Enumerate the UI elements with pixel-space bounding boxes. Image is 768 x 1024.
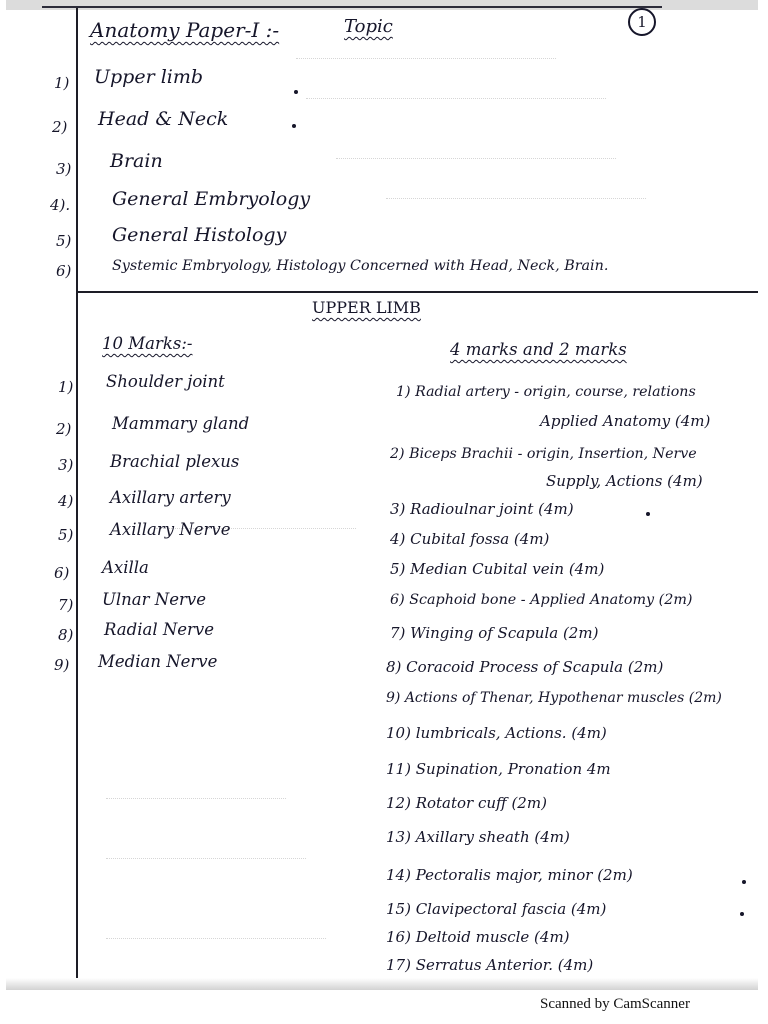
bleed-through xyxy=(306,90,606,99)
page-number: 1 xyxy=(628,8,656,36)
short-answer-item: 12) Rotator cuff (2m) xyxy=(386,794,547,812)
page-bottom-edge xyxy=(6,978,758,990)
four-two-marks-heading: 4 marks and 2 marks xyxy=(450,340,627,359)
ten-marks-item: Axillary Nerve xyxy=(110,520,231,539)
topic-number: 3) xyxy=(56,160,72,178)
short-answer-item: Applied Anatomy (4m) xyxy=(540,412,711,430)
ten-marks-item: Axillary artery xyxy=(110,488,231,507)
topic-item: General Embryology xyxy=(112,188,311,210)
topic-item: Systemic Embryology, Histology Concerned with Head, Neck, Brain. xyxy=(112,258,609,274)
topic-number: 2) xyxy=(52,118,68,136)
bleed-through xyxy=(296,50,556,59)
short-answer-item: 8) Coracoid Process of Scapula (2m) xyxy=(386,658,664,676)
ten-marks-number: 1) xyxy=(58,378,74,396)
section-divider xyxy=(76,291,758,293)
ink-dot xyxy=(742,880,746,884)
section-title: UPPER LIMB xyxy=(312,298,421,317)
ten-marks-item: Axilla xyxy=(102,558,149,577)
topic-item: Head & Neck xyxy=(98,108,229,130)
topic-number: 6) xyxy=(56,262,72,280)
short-answer-item: 10) lumbricals, Actions. (4m) xyxy=(386,724,607,742)
bleed-through xyxy=(386,190,646,199)
ink-dot xyxy=(740,912,744,916)
margin-line xyxy=(76,8,78,988)
short-answer-item: 5) Median Cubital vein (4m) xyxy=(390,560,605,578)
ten-marks-number: 5) xyxy=(58,526,74,544)
short-answer-item: 3) Radioulnar joint (4m) xyxy=(390,500,574,518)
short-answer-item: 17) Serratus Anterior. (4m) xyxy=(386,956,594,974)
topic-item: Brain xyxy=(110,150,163,172)
ten-marks-number: 9) xyxy=(54,656,70,674)
ten-marks-number: 3) xyxy=(58,456,74,474)
bleed-through xyxy=(336,150,616,159)
topic-item: Upper limb xyxy=(94,66,204,88)
topic-label: Topic xyxy=(344,16,393,37)
ink-dot xyxy=(646,512,650,516)
short-answer-item: 6) Scaphoid bone - Applied Anatomy (2m) xyxy=(390,592,693,608)
ten-marks-item: Radial Nerve xyxy=(104,620,215,639)
short-answer-item: 16) Deltoid muscle (4m) xyxy=(386,928,570,946)
ten-marks-number: 4) xyxy=(58,492,74,510)
ten-marks-number: 7) xyxy=(58,596,74,614)
short-answer-item: 7) Winging of Scapula (2m) xyxy=(390,624,599,642)
short-answer-item: 11) Supination, Pronation 4m xyxy=(386,760,611,778)
topic-item: General Histology xyxy=(112,224,287,246)
bleed-through xyxy=(106,850,306,859)
notebook-page xyxy=(6,0,758,990)
ten-marks-item: Brachial plexus xyxy=(110,452,240,471)
page-title: Anatomy Paper-I :- xyxy=(90,18,280,42)
ten-marks-item: Shoulder joint xyxy=(106,372,225,391)
topic-number: 4). xyxy=(50,196,71,214)
ink-dot xyxy=(294,90,298,94)
topic-number: 1) xyxy=(54,74,70,92)
ten-marks-item: Median Nerve xyxy=(98,652,218,671)
ten-marks-item: Mammary gland xyxy=(112,414,250,433)
short-answer-item: Supply, Actions (4m) xyxy=(546,472,703,490)
short-answer-item: 15) Clavipectoral fascia (4m) xyxy=(386,900,607,918)
bleed-through xyxy=(106,790,286,799)
short-answer-item: 2) Biceps Brachii - origin, Insertion, Nerve xyxy=(390,446,697,462)
ten-marks-number: 2) xyxy=(56,420,72,438)
short-answer-item: 13) Axillary sheath (4m) xyxy=(386,828,570,846)
ten-marks-heading: 10 Marks:- xyxy=(102,334,193,353)
short-answer-item: 9) Actions of Thenar, Hypothenar muscles (2m) xyxy=(386,690,722,706)
short-answer-item: 4) Cubital fossa (4m) xyxy=(390,530,550,548)
short-answer-item: 1) Radial artery - origin, course, relations xyxy=(396,384,696,400)
scanner-watermark: Scanned by CamScanner xyxy=(540,996,690,1012)
ten-marks-item: Ulnar Nerve xyxy=(102,590,206,609)
ten-marks-number: 8) xyxy=(58,626,74,644)
bleed-through xyxy=(106,930,326,939)
ten-marks-number: 6) xyxy=(54,564,70,582)
topic-number: 5) xyxy=(56,232,72,250)
short-answer-item: 14) Pectoralis major, minor (2m) xyxy=(386,866,633,884)
ink-dot xyxy=(292,124,296,128)
